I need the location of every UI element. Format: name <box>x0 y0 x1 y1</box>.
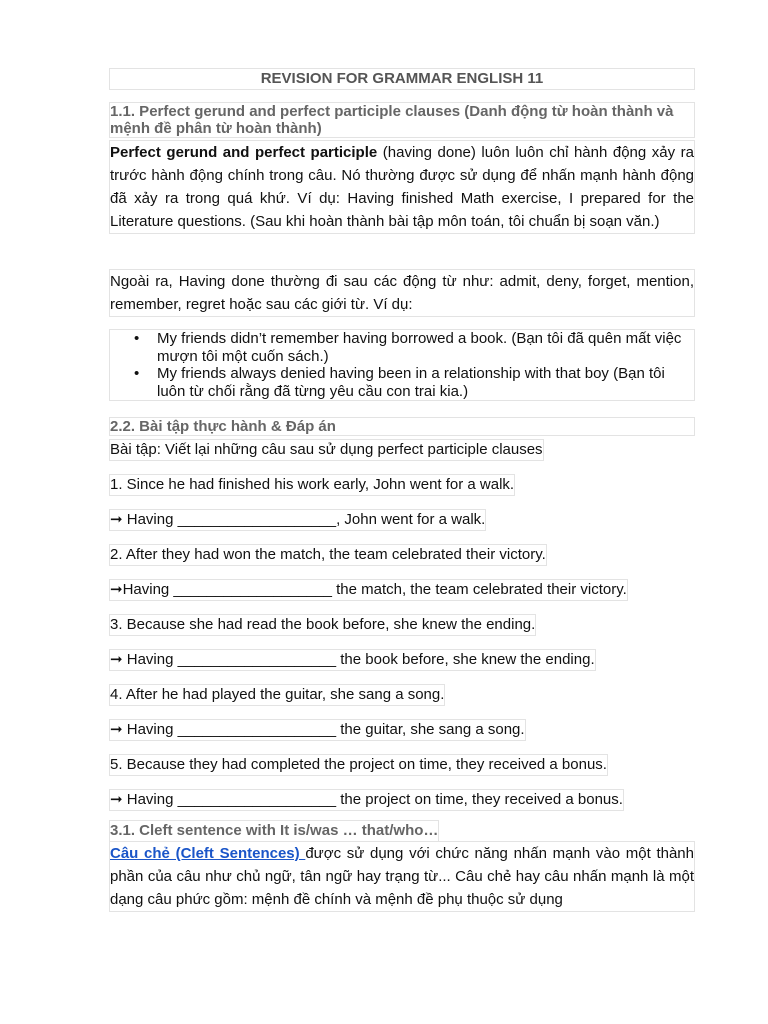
paragraph-text: (having done) luôn luôn chỉ hành động xảy ra trước hành động chính trong câu. Nó thường được sử dụng để nhấn mạnh hành động đã xảy ra trong quá khứ. Ví dụ: Having finished Math exercise, I prepared for the Literature questions. (Sau khi hoàn thành bài tập môn toán, tôi chuẩn bị soạn văn.) <box>110 144 694 230</box>
section-1-paragraph-2: Ngoài ra, Having done thường đi sau các động từ như: admit, deny, forget, mention, remember, regret hoặc sau các giới từ. Ví dụ: <box>109 269 695 317</box>
section-2-heading: 2.2. Bài tập thực hành & Đáp án <box>109 417 695 436</box>
exercise-question: 3. Because she had read the book before, she knew the ending. <box>109 614 536 636</box>
exercise-answer-line: ➞ Having ___________________, John went for a walk. <box>109 509 486 531</box>
exercise-question: 2. After they had won the match, the team celebrated their victory. <box>109 544 547 566</box>
exercise-answer-line: ➞Having ___________________ the match, the team celebrated their victory. <box>109 579 628 601</box>
section-1-heading: 1.1. Perfect gerund and perfect participle clauses (Danh động từ hoàn thành và mệnh đề phân từ hoàn thành) <box>109 102 695 138</box>
list-item: • My friends didn’t remember having borrowed a book. (Bạn tôi đã quên mất việc mượn tôi một cuốn sách.) <box>110 330 694 365</box>
section-3-paragraph <box>109 841 695 912</box>
exercise-question: 5. Because they had completed the project on time, they received a bonus. <box>109 754 608 776</box>
bold-term: Perfect gerund and perfect participle <box>110 144 378 161</box>
section-3-heading: 3.1. Cleft sentence with It is/was … that/who… <box>109 820 439 842</box>
exercise-answer-line: ➞ Having ___________________ the project on time, they received a bonus. <box>109 789 624 811</box>
section-1-paragraph-1 <box>109 140 695 234</box>
exercise-answer-line: ➞ Having ___________________ the guitar, she sang a song. <box>109 719 526 741</box>
document-title: REVISION FOR GRAMMAR ENGLISH 11 <box>109 68 695 90</box>
exercise-question: 4. After he had played the guitar, she sang a song. <box>109 684 445 706</box>
list-item: • My friends always denied having been in a relationship with that boy (Bạn tôi luôn từ chối rằng đã từng yêu cầu con trai kia.) <box>110 365 694 400</box>
example-bullet-list <box>109 329 695 401</box>
exercise-question: 1. Since he had finished his work early, John went for a walk. <box>109 474 515 496</box>
paragraph-text: được sử dụng với chức năng nhấn mạnh vào một thành phần của câu như chủ ngữ, tân ngữ hay trạng từ... Câu chẻ hay câu nhấn mạnh là một dạng câu phức gồm: mệnh đề chính và mệnh đề phụ thuộc sử dụng <box>110 845 694 908</box>
exercise-intro: Bài tập: Viết lại những câu sau sử dụng perfect participle clauses <box>109 439 544 461</box>
exercise-answer-line: ➞ Having ___________________ the book before, she knew the ending. <box>109 649 596 671</box>
cleft-sentences-link[interactable]: Câu chẻ (Cleft Sentences) <box>110 845 306 862</box>
